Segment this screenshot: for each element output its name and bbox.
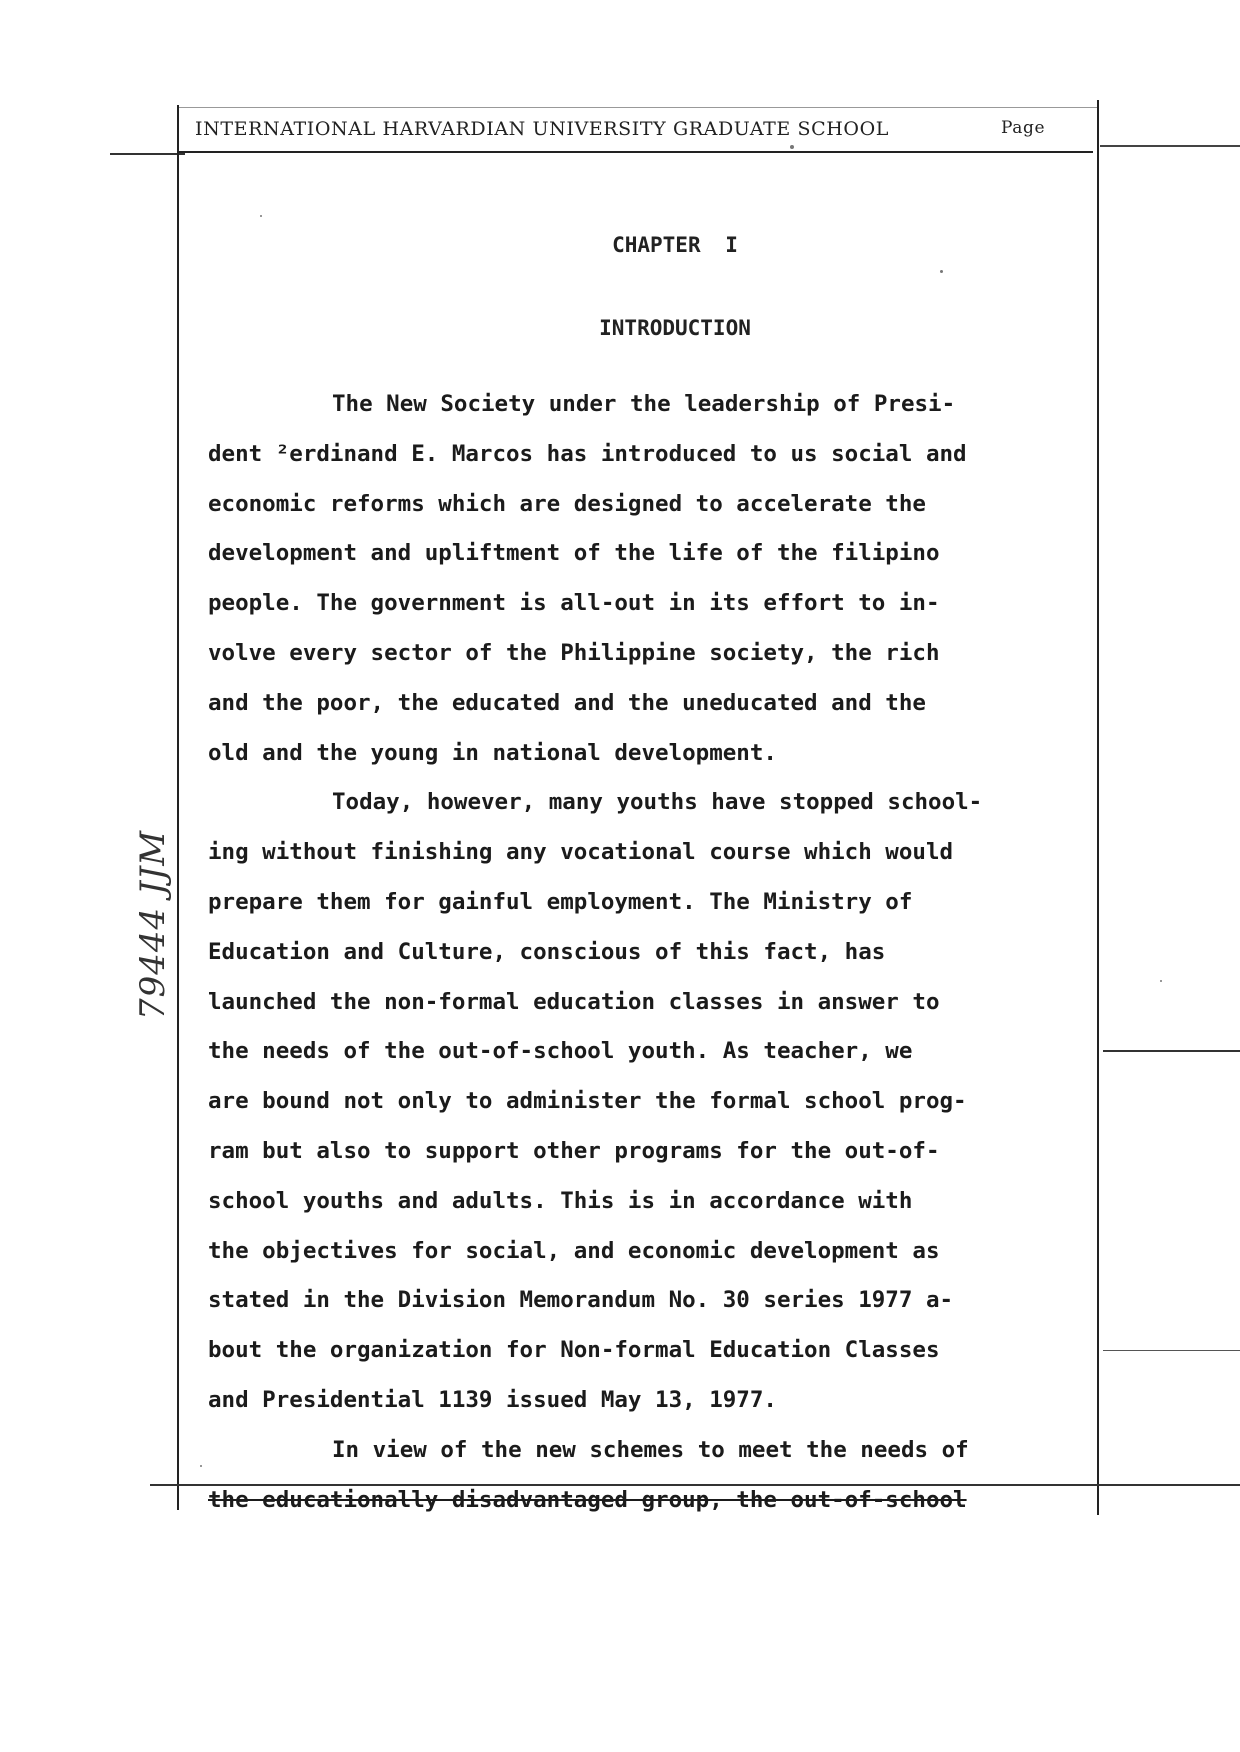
text-line-struck: the educationally disadvantaged group, the out-of-school xyxy=(208,1486,967,1513)
text-line: old and the young in national development. xyxy=(208,739,777,766)
text-line: bout the organization for Non-formal Education Classes xyxy=(208,1337,940,1364)
text-line: Education and Culture, conscious of this fact, has xyxy=(208,938,886,965)
chapter-title: INTRODUCTION xyxy=(599,316,751,340)
school-name: INTERNATIONAL HARVARDIAN UNIVERSITY GRADUATE SCHOOL xyxy=(195,118,889,140)
scan-speck xyxy=(790,145,794,149)
handwritten-margin-note xyxy=(118,830,188,1020)
text-line: and Presidential 1139 issued May 13, 1977. xyxy=(208,1386,777,1413)
scan-speck xyxy=(1160,980,1162,982)
left-margin-tick xyxy=(110,153,185,155)
scan-speck xyxy=(200,1465,202,1467)
text-line: volve every sector of the Philippine society, the rich xyxy=(208,639,940,666)
text-line: and the poor, the educated and the uneducated and the xyxy=(208,689,926,716)
text-line: are bound not only to administer the formal school prog- xyxy=(208,1088,967,1115)
scan-speck xyxy=(260,215,262,217)
right-margin-tick-top xyxy=(1100,145,1240,147)
text-line: stated in the Division Memorandum No. 30 series 1977 a- xyxy=(208,1287,954,1314)
text-line: ram but also to support other programs for the out-of- xyxy=(208,1137,940,1164)
top-border-line xyxy=(178,107,1098,108)
text-line: the needs of the out-of-school youth. As teacher, we xyxy=(208,1038,913,1065)
text-line: ing without finishing any vocational course which would xyxy=(208,839,954,866)
text-line: launched the non-formal education classes in answer to xyxy=(208,988,940,1015)
right-margin-rule xyxy=(1097,100,1099,1515)
text-line: economic reforms which are designed to accelerate the xyxy=(208,490,926,517)
body-text xyxy=(208,380,1088,1525)
right-margin-tick-low xyxy=(1103,1350,1240,1351)
text-line: the objectives for social, and economic development as xyxy=(208,1237,940,1264)
text-line: school youths and adults. This is in accordance with xyxy=(208,1187,913,1214)
text-line: Today, however, many youths have stopped school- xyxy=(332,789,983,816)
text-line: The New Society under the leadership of Presi- xyxy=(332,391,956,417)
page-label: Page xyxy=(1001,118,1046,138)
text-line: dent ²erdinand E. Marcos has introduced to us social and xyxy=(208,440,967,467)
header-underline xyxy=(178,151,1093,153)
text-line: development and upliftment of the life of the filipino xyxy=(208,540,940,567)
chapter-number: CHAPTER I xyxy=(612,233,738,257)
text-line: people. The government is all-out in its effort to in- xyxy=(208,590,940,617)
text-line: In view of the new schemes to meet the needs of xyxy=(332,1436,969,1463)
scan-speck xyxy=(940,270,943,273)
margin-note-text: 79444 JJM xyxy=(133,829,173,1021)
text-line: prepare them for gainful employment. The Ministry of xyxy=(208,888,913,915)
right-margin-tick-mid xyxy=(1103,1050,1240,1052)
